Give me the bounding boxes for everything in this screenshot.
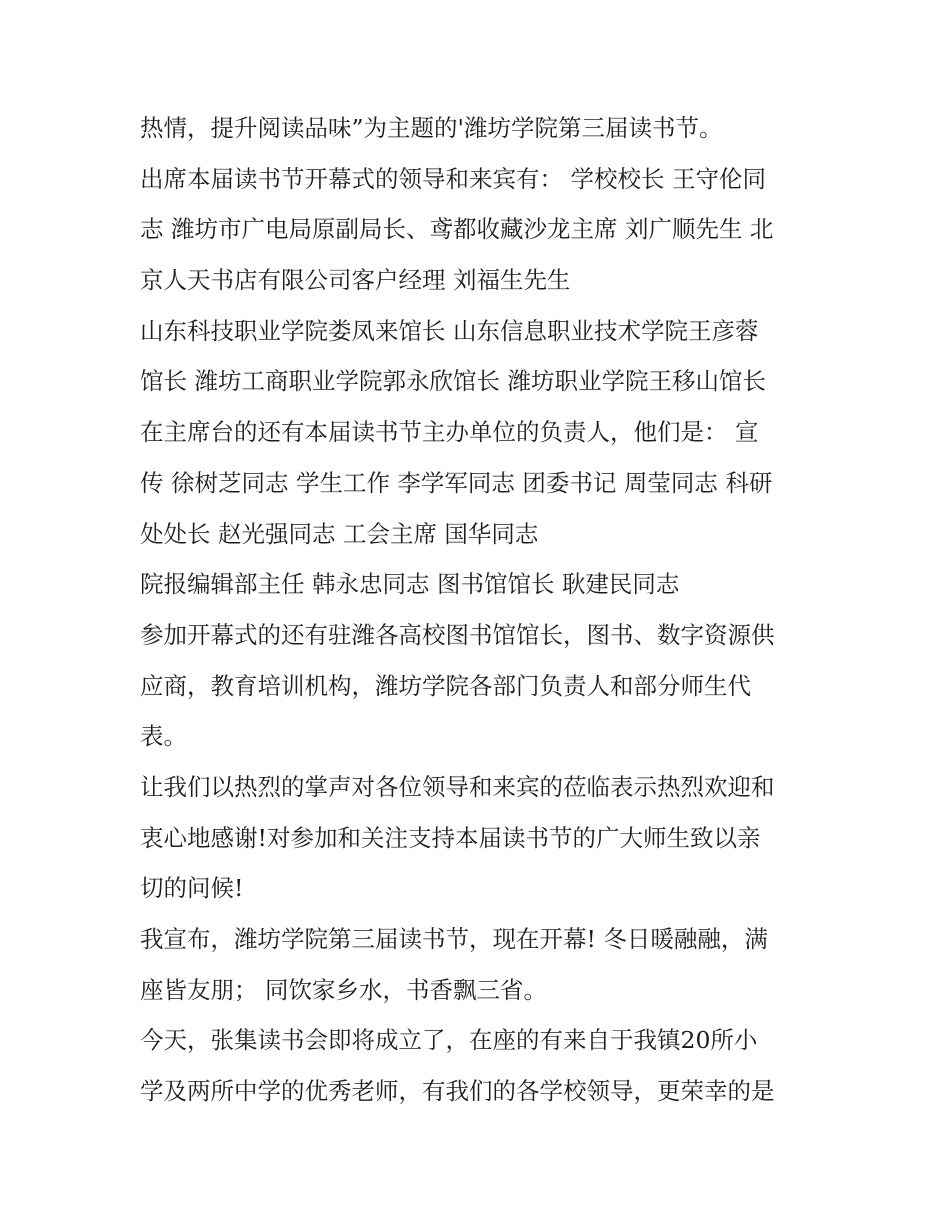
text-line: 处处长 赵光强同志 工会主席 国华同志 xyxy=(140,519,539,548)
text-line: 我宣布，潍坊学院第三届读书节，现在开幕! 冬日暖融融，满 xyxy=(140,925,768,953)
text-line: 在主席台的还有本届读书节主办单位的负责人，他们是： 宣 xyxy=(140,418,759,447)
text-line: 学及两所中学的优秀老师，有我们的各学校领导，更荣幸的是 xyxy=(140,1077,775,1106)
text-line: 衷心地感谢!对参加和关注支持本届读书节的广大师生致以亲 xyxy=(140,823,761,852)
text-line: 热情，提升阅读品味”为主题的'潍坊学院第三届读书节。 xyxy=(140,114,723,142)
document-body xyxy=(140,103,830,1117)
text-line: 传 徐树芝同志 学生工作 李学军同志 团委书记 周莹同志 科研 xyxy=(140,468,773,497)
text-line: 院报编辑部主任 韩永忠同志 图书馆馆长 耿建民同志 xyxy=(140,570,680,599)
text-line: 参加开幕式的还有驻潍各高校图书馆馆长，图书、数字资源供 xyxy=(140,620,775,649)
text-line: 切的问候! xyxy=(140,874,244,903)
text-line: 志 潍坊市广电局原副局长、鸢都收藏沙龙主席 刘广顺先生 北 xyxy=(140,215,774,244)
text-line: 座皆友朋； 同饮家乡水，书香飘三省。 xyxy=(140,975,547,1004)
text-line: 出席本届读书节开幕式的领导和来宾有： 学校校长 王守伦同 xyxy=(140,164,766,193)
text-line: 表。 xyxy=(140,722,187,751)
text-line: 今天，张集读书会即将成立了，在座的有来自于我镇20所小 xyxy=(140,1026,758,1055)
text-line: 山东科技职业学院娄凤来馆长 山东信息职业技术学院王彦蓉 xyxy=(140,316,759,345)
text-line: 让我们以热烈的掌声对各位领导和来宾的莅临表示热烈欢迎和 xyxy=(140,772,775,801)
text-line: 京人天书店有限公司客户经理 刘福生先生 xyxy=(140,266,571,295)
text-line: 馆长 潍坊工商职业学院郭永欣馆长 潍坊职业学院王移山馆长 xyxy=(140,367,766,396)
text-line: 应商，教育培训机构，潍坊学院各部门负责人和部分师生代 xyxy=(140,671,751,700)
